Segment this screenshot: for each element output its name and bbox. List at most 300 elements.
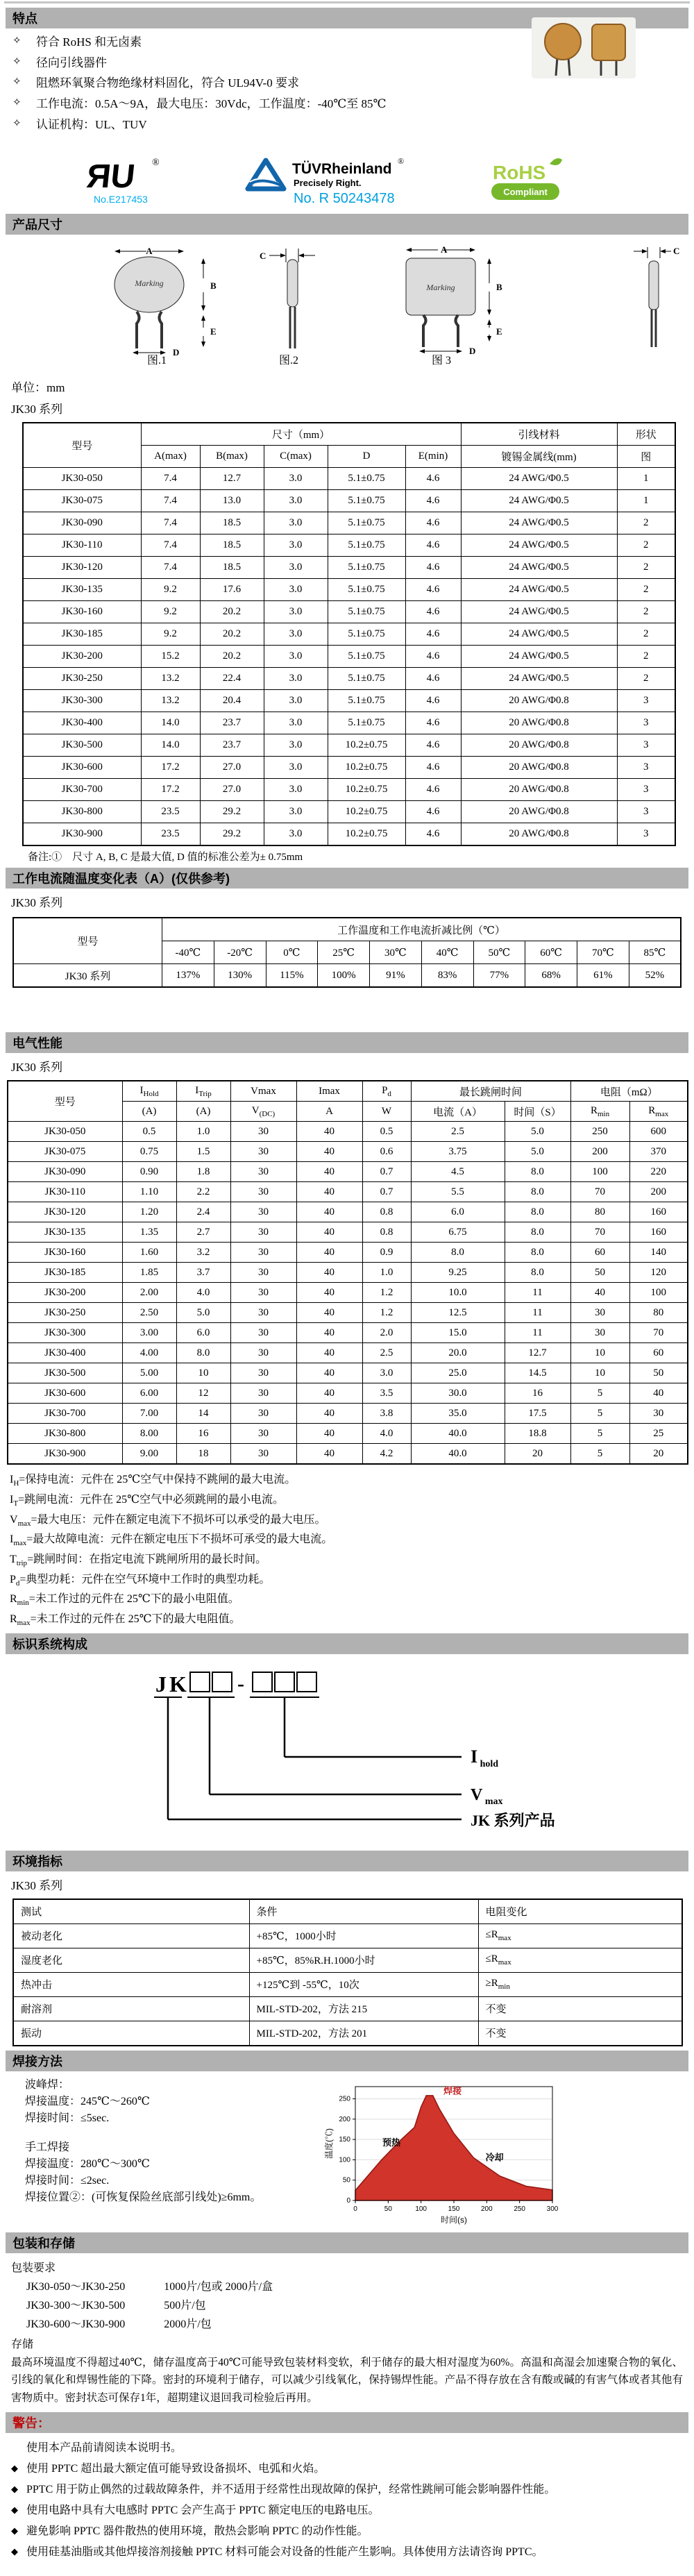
col-header: -40℃ [162,941,214,964]
table-row [8,1283,688,1303]
cell: 30 [570,1323,629,1343]
cell: 3.5 [362,1383,411,1404]
cell: 30 [230,1444,296,1465]
cell: 27.0 [200,779,264,801]
cell: JK30-300 [8,1323,122,1343]
cell: 9.2 [141,623,200,646]
cell: 9.25 [411,1263,505,1283]
page-top-rule [4,1,690,3]
cell: 30 [230,1383,296,1404]
cell: 100 [570,1162,629,1182]
cell: 9.2 [141,579,200,601]
svg-text:150: 150 [448,2205,460,2213]
cell: 7.00 [122,1404,176,1424]
table-row [13,2021,682,2046]
warning-item [11,2439,687,2458]
cell: JK30-800 [8,1424,122,1444]
cell: 70 [629,1323,688,1343]
cell: JK30-090 [23,512,141,534]
packaging-range: JK30-050～JK30-250 [26,2280,126,2293]
cell: 160 [629,1202,688,1222]
feature-text: 阻燃环氧聚合物绝缘材料固化，符合 UL94V-0 要求 [36,76,300,90]
section-header-packaging: 包装和存储 [6,2232,688,2253]
footnote-line: $I_H=$保持电流：元件在 25℃空气中保持不跳闸的最大电流。 [10,1474,296,1488]
table-row [8,1263,688,1283]
col-header: 型号 [13,918,162,964]
col-header: C(max) [264,446,328,468]
cell: 5.1±0.75 [328,646,405,668]
cell: 30 [230,1323,296,1343]
warning-list [11,2439,687,2562]
dim-letter-d: D [173,347,180,358]
rohs-leaf-icon [550,158,562,165]
cell: 40 [296,1263,362,1283]
col-header: 40℃ [421,941,473,964]
cell: 3.0 [264,490,328,512]
dimensions-note: 备注:① 尺寸 A, B, C 是最大值, D 值的标准公差为± 0.75mm [28,852,303,864]
cell: 10.2±0.75 [328,734,405,757]
cell: 不变 [478,1996,682,2021]
storage-paragraph: 最高环境温度不得超过40℃，储存温度高于40℃可能导致包装材料变软，利于储存的最大相对湿度为60%。高温和高湿会加速聚合物的氧化、引线的氧化和焊锡性能的下降。密封的环境利于储存，可以减少引线氧化，保持锡焊性能。产品不得存放在含有酸或碱的有害气体或者其他有害物质中。密封状态可保存1年，超期建议退回我司检验后再用。 [11,2356,683,2404]
rohs-logo-icon [486,151,566,208]
cell: JK30-800 [23,801,141,823]
series-label-derating: JK30 系列 [11,896,63,910]
table-row [8,1444,688,1465]
cell: +85℃，85%R.H.1000小时 [249,1948,478,1972]
cell: 220 [629,1162,688,1182]
cell: 9.2 [141,601,200,623]
cell: 40.0 [411,1424,505,1444]
cell: 5.1±0.75 [328,490,405,512]
cell: 23.7 [200,734,264,757]
table-row [13,1972,682,1996]
cell: 4.6 [405,779,461,801]
warning-text: 使用硅基油脂或其他焊接溶剂接触 PPTC 材料可能会对设备的性能产生影响。具体使用方法请咨询 PPTC。 [26,2546,543,2559]
col-header: 0℃ [266,941,318,964]
cell: 5.1±0.75 [328,557,405,579]
cell: 5.1±0.75 [328,512,405,534]
cell: 16 [505,1383,570,1404]
warning-bullet-icon: ◆ [11,2463,18,2474]
cell: JK30-160 [8,1243,122,1263]
tuv-name: TÜVRheinland [292,161,392,178]
packaging-line [26,2278,694,2293]
dimensions-table [22,422,676,846]
cell: +125℃到 -55℃，10次 [249,1972,478,1996]
table-row [8,1343,688,1363]
cell: 24 AWG/Φ0.5 [461,557,617,579]
cell: 1.10 [122,1182,176,1202]
feature-item [12,96,694,113]
cell: 3 [617,801,675,823]
electrical-footnotes [10,1472,694,1629]
cell: 20 AWG/Φ0.8 [461,779,617,801]
cell: 35.0 [411,1404,505,1424]
cell: 3.0 [264,779,328,801]
cell: 4.6 [405,823,461,846]
cell: 11 [505,1323,570,1343]
svg-text:焊接: 焊接 [443,2085,462,2096]
table-row [8,1182,688,1202]
cell: 2.2 [176,1182,230,1202]
cell: 200 [570,1142,629,1162]
figure2-label: 图.2 [279,355,299,367]
cell: 4.5 [411,1162,505,1182]
ul-cert-number: No.E217453 [94,194,148,205]
cell: 13.2 [141,690,200,712]
cell: JK30-900 [23,823,141,846]
svg-text:200: 200 [480,2205,493,2213]
cell: 24 AWG/Φ0.5 [461,668,617,690]
cell: 23.5 [141,801,200,823]
cell: 61% [577,964,629,988]
series-label-electrical: JK30 系列 [11,1061,63,1075]
cell: JK30-075 [8,1142,122,1162]
table-row [23,646,675,668]
cell: JK30-120 [8,1202,122,1222]
tuv-slogan: Precisely Right. [294,178,362,189]
cell: 100% [318,964,370,988]
cell: 1.0 [176,1122,230,1142]
table-row [8,1142,688,1162]
dimensions-table-body [23,468,675,846]
environment-table [12,1899,683,2046]
cell: 600 [629,1122,688,1142]
packaging-range: JK30-300～JK30-500 [26,2299,126,2312]
cell: 17.6 [200,579,264,601]
solder-profile-chart [323,2077,573,2228]
col-header: 图 [617,446,675,468]
series-label-environment: JK30 系列 [11,1878,63,1892]
table-row [8,1122,688,1142]
svg-text:250: 250 [339,2095,350,2103]
cell: 1 [617,468,675,490]
col-header: 型号 [8,1081,122,1122]
warning-text: 使用 PPTC 超出最大额定值可能导致设备损坏、电弧和火焰。 [26,2463,325,2475]
cell: 18 [176,1444,230,1465]
footnote-line: $T_{trip}=$跳闸时间：在指定电流下跳闸所用的最长时间。 [10,1553,267,1568]
cell: 20 AWG/Φ0.8 [461,757,617,779]
svg-text:冷却: 冷却 [485,2152,504,2163]
cell: 5 [570,1383,629,1404]
table-row [23,779,675,801]
cell: 7.4 [141,557,200,579]
soldering-line: 波峰焊： [25,2078,70,2091]
tuv-logo-icon [239,151,413,208]
cell: 1.20 [122,1202,176,1222]
feature-text: 符合 RoHS 和无卤素 [36,35,142,49]
table-row [13,1996,682,2021]
cell: 40 [296,1404,362,1424]
warning-bullet-icon: ◆ [11,2505,18,2516]
cell: 40 [296,1323,362,1343]
cell: 0.75 [122,1142,176,1162]
cell: JK30-185 [23,623,141,646]
cell: 1.60 [122,1243,176,1263]
cell: 30 [230,1363,296,1383]
cell: 83% [421,964,473,988]
cell: 3.0 [264,801,328,823]
cell: 10.2±0.75 [328,779,405,801]
cell: 40 [296,1243,362,1263]
cell: 3.0 [264,668,328,690]
marking-diagram-image [7,1658,687,1843]
cell: 30 [230,1243,296,1263]
marking-label-vmax: V $_{max}$ [471,1785,503,1807]
cell: 10.2±0.75 [328,757,405,779]
cell: 5.00 [122,1363,176,1383]
storage-label: 存储 [11,2338,34,2350]
cell: JK30-090 [8,1162,122,1182]
environment-table-body [13,1923,682,2046]
cell: 8.0 [505,1202,570,1222]
cell: 15.0 [411,1323,505,1343]
col-header: A(max) [141,446,200,468]
cell: 被动老化 [13,1923,249,1948]
section-header-warning: 警告： [6,2412,688,2433]
cell: 20.4 [200,690,264,712]
cell: JK30-300 [23,690,141,712]
cell: 1.85 [122,1263,176,1283]
diamond-bullet-icon: ✧ [12,76,22,88]
cell: 4.6 [405,579,461,601]
dimensions-table-head [23,423,675,468]
derating-table-head [13,918,681,964]
cell: 17.2 [141,779,200,801]
cell: JK30-050 [8,1122,122,1142]
cell: 4.6 [405,646,461,668]
marking-diagram [7,1658,694,1846]
cell: 22.4 [200,668,264,690]
col-header: Imax [296,1081,362,1102]
warning-bullet-icon: ◆ [11,2484,18,2495]
cell: 3.0 [264,690,328,712]
cell: 4.0 [176,1283,230,1303]
cell: JK30-135 [8,1222,122,1243]
col-header: W [362,1102,411,1122]
cell: 20 AWG/Φ0.8 [461,712,617,734]
warning-item [11,2543,687,2562]
electrical-table-body [8,1122,688,1465]
cell: 24 AWG/Φ0.5 [461,468,617,490]
cell: 3.0 [264,468,328,490]
soldering-instructions [25,2077,323,2228]
section-header-derating: 工作电流随温度变化表（A）(仅供参考) [6,868,688,889]
cell: 4.0 [362,1424,411,1444]
cell: 52% [629,964,681,988]
cell: 20.2 [200,646,264,668]
soldering-section [25,2077,694,2228]
cell: 4.6 [405,801,461,823]
cell: 11 [505,1283,570,1303]
cell: 40 [296,1444,362,1465]
cell: 2 [617,646,675,668]
cell: 4.6 [405,668,461,690]
cell: 160 [629,1222,688,1243]
cell: 5 [570,1444,629,1465]
cell: 4.6 [405,534,461,557]
cell: 17.2 [141,757,200,779]
dim-letter-a: A [146,246,153,257]
cell: 12 [176,1383,230,1404]
cell: 3.0 [264,646,328,668]
figure3-label: 图 3 [432,355,452,367]
dim-letter-a: A [441,244,448,255]
cell: 3 [617,712,675,734]
cell: JK30-600 [8,1383,122,1404]
cell: 13.2 [141,668,200,690]
cell: 40 [296,1182,362,1202]
cell: 8.0 [505,1222,570,1243]
cell: JK30-135 [23,579,141,601]
packaging-line [26,2315,694,2331]
cell: 振动 [13,2021,249,2046]
diamond-bullet-icon: ✧ [12,117,22,129]
cell: JK30-110 [8,1182,122,1202]
cell: 4.6 [405,757,461,779]
table-row [23,734,675,757]
cell: 2.4 [176,1202,230,1222]
table-row [8,1323,688,1343]
col-header: $I_{Trip}$ [176,1081,230,1102]
cell: 130% [214,964,266,988]
table-row [8,1202,688,1222]
cell: 23.5 [141,823,200,846]
cell: 9.00 [122,1444,176,1465]
cell: 14.5 [505,1363,570,1383]
table-row [23,490,675,512]
cell: 5.1±0.75 [328,690,405,712]
col-header: B(max) [200,446,264,468]
cell: 2 [617,557,675,579]
cell: 14 [176,1404,230,1424]
cell: 3.0 [264,601,328,623]
cell: 4.2 [362,1444,411,1465]
cell: 140 [629,1243,688,1263]
diamond-bullet-icon: ✧ [12,96,22,108]
cell: 200 [629,1182,688,1202]
table-row [23,712,675,734]
cell: 20 [629,1444,688,1465]
environment-table-head [13,1899,682,1924]
warning-bullet-icon: ◆ [11,2525,18,2536]
table-row [23,468,675,490]
dim-letter-e: E [496,326,502,337]
cell: 2.50 [122,1303,176,1323]
svg-text:0: 0 [353,2205,357,2213]
cell: 10.2±0.75 [328,801,405,823]
marking-text: Marking [135,278,164,289]
cell: 4.6 [405,712,461,734]
cell: 1.2 [362,1303,411,1323]
cell: 4.6 [405,734,461,757]
cell: 30 [230,1222,296,1243]
table-row [23,668,675,690]
cell: 5.0 [176,1303,230,1323]
feature-text: 工作电流：0.5A～9A，最大电压：30Vdc，工作温度：-40℃至 85℃ [36,96,387,110]
svg-text:时间(s): 时间(s) [441,2214,467,2225]
soldering-line: 焊接温度：245℃～260℃ [25,2095,150,2107]
cell: 14.0 [141,712,200,734]
footnote-line: $I_T=$跳闸电流：元件在 25℃空气中必须跳闸的最小电流。 [10,1493,284,1508]
marking-label-ihold: I $_{hold}$ [471,1746,499,1769]
tuv-cert-number: No. R 50243478 [294,191,395,207]
cell: 23.7 [200,712,264,734]
svg-text:50: 50 [384,2205,392,2213]
certification-logos [80,151,694,208]
cell: 60 [570,1243,629,1263]
cell: 1 [617,490,675,512]
footnote-line: $V_{max}=$最大电压：元件在额定电流下不损坏可以承受的最大电压。 [10,1513,326,1528]
cell: JK30-075 [23,490,141,512]
cell: 24 AWG/Φ0.5 [461,623,617,646]
cell: 30 [629,1404,688,1424]
unit-label: 单位：mm [11,381,65,395]
cell: 30 [230,1122,296,1142]
cell: 2.7 [176,1222,230,1243]
packaging-line [26,2296,694,2312]
table-row [23,423,675,446]
dim-letter-c: C [260,251,266,262]
col-header: 30℃ [370,941,422,964]
dim-letter-d: D [469,346,476,357]
footnote-line: $R_{max}=$未工作过的元件在 25℃下的最大电阻值。 [10,1613,241,1628]
cell: 0.5 [362,1122,411,1142]
cell: 3.75 [411,1142,505,1162]
table-row [13,964,681,988]
cell: 4.6 [405,601,461,623]
col-header: 最长跳闸时间 [411,1081,570,1102]
cell: 7.4 [141,468,200,490]
cell: 17.5 [505,1404,570,1424]
svg-text:50: 50 [342,2176,350,2184]
cell: 8.0 [411,1243,505,1263]
cell: 20 AWG/Φ0.8 [461,690,617,712]
cell: 3.00 [122,1323,176,1343]
warning-item [11,2480,687,2500]
cell: 7.4 [141,534,200,557]
cell: 4.00 [122,1343,176,1363]
cell: 0.9 [362,1243,411,1263]
svg-text:0: 0 [346,2196,350,2205]
table-row [23,757,675,779]
svg-text:100: 100 [339,2156,350,2164]
table-row [23,801,675,823]
cell: 137% [162,964,214,988]
soldering-line: 手工焊接 [25,2141,70,2153]
col-header: $R_{min}$ [570,1102,629,1122]
cell: 20.2 [200,623,264,646]
derating-table [12,917,682,988]
svg-text:200: 200 [339,2115,350,2123]
cell: 1.2 [362,1283,411,1303]
col-header: $R_{max}$ [629,1102,688,1122]
cell: 2.5 [411,1122,505,1142]
cell: 3 [617,690,675,712]
svg-text:300: 300 [546,2205,559,2213]
cell: 0.90 [122,1162,176,1182]
cell: JK30-400 [23,712,141,734]
table-row [23,690,675,712]
figure1-label: 图.1 [147,355,167,367]
col-header: -20℃ [214,941,266,964]
packaging-range: JK30-600～JK30-900 [26,2318,126,2330]
cell: 2 [617,668,675,690]
cell: 120 [629,1263,688,1283]
marking-label-series: JK 系列产品 [471,1811,555,1829]
cell: 5.0 [505,1142,570,1162]
cell: 3.7 [176,1263,230,1283]
